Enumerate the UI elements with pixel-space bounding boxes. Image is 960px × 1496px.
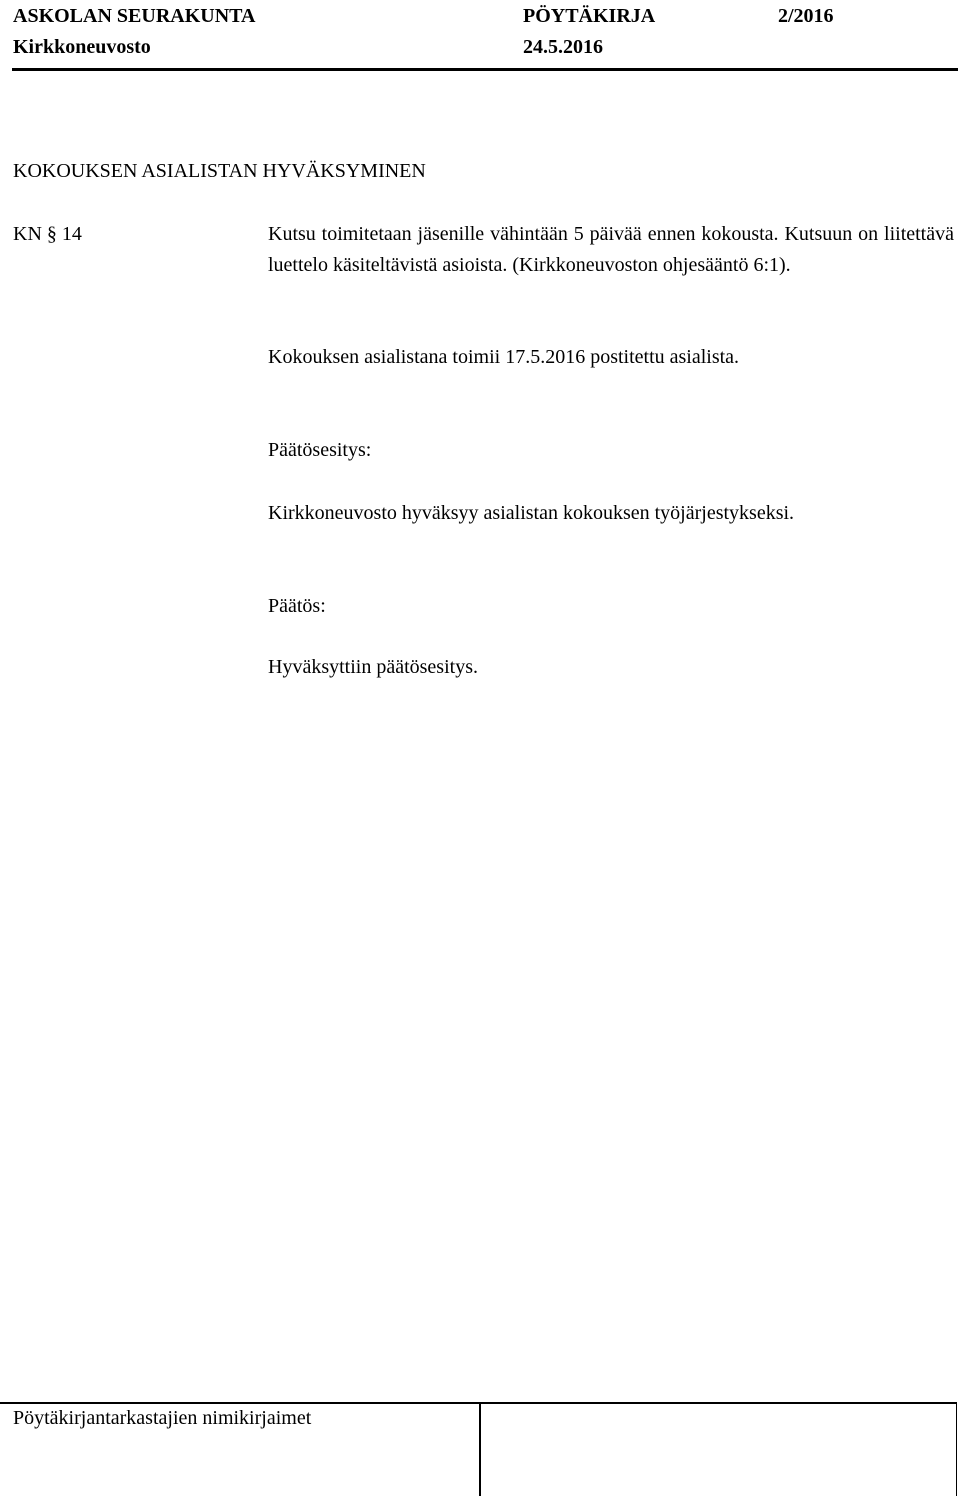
decision-heading: Päätös: (268, 595, 326, 617)
header-organization: ASKOLAN SEURAKUNTA (13, 5, 256, 27)
proposal-text: Kirkkoneuvosto hyväksyy asialistan kokouksen työjärjestykseksi. (268, 502, 795, 524)
header-divider (12, 68, 958, 71)
section-number: KN § 14 (13, 223, 82, 245)
section-title: KOKOUKSEN ASIALISTAN HYVÄKSYMINEN (13, 160, 426, 182)
header-document-number: 2/2016 (778, 5, 834, 27)
header-date: 24.5.2016 (523, 36, 603, 58)
footer-divider (479, 1402, 481, 1496)
section-paragraph-2: Kokouksen asialistana toimii 17.5.2016 postitettu asialista. (268, 346, 740, 368)
decision-text: Hyväksyttiin päätösesitys. (268, 656, 478, 678)
header-body-name: Kirkkoneuvosto (13, 36, 151, 58)
footer-initials-label: Pöytäkirjantarkastajien nimikirjaimet (13, 1407, 312, 1429)
section-paragraph-1: Kutsu toimitetaan jäsenille vähintään 5 päivää ennen kokousta. Kutsuun on liitettävä luettelo käsiteltävistä asioista. (Kirkkoneuvoston ohjesääntö 6:1). (268, 223, 954, 276)
header-document-type: PÖYTÄKIRJA (523, 5, 656, 27)
proposal-heading: Päätösesitys: (268, 439, 372, 461)
